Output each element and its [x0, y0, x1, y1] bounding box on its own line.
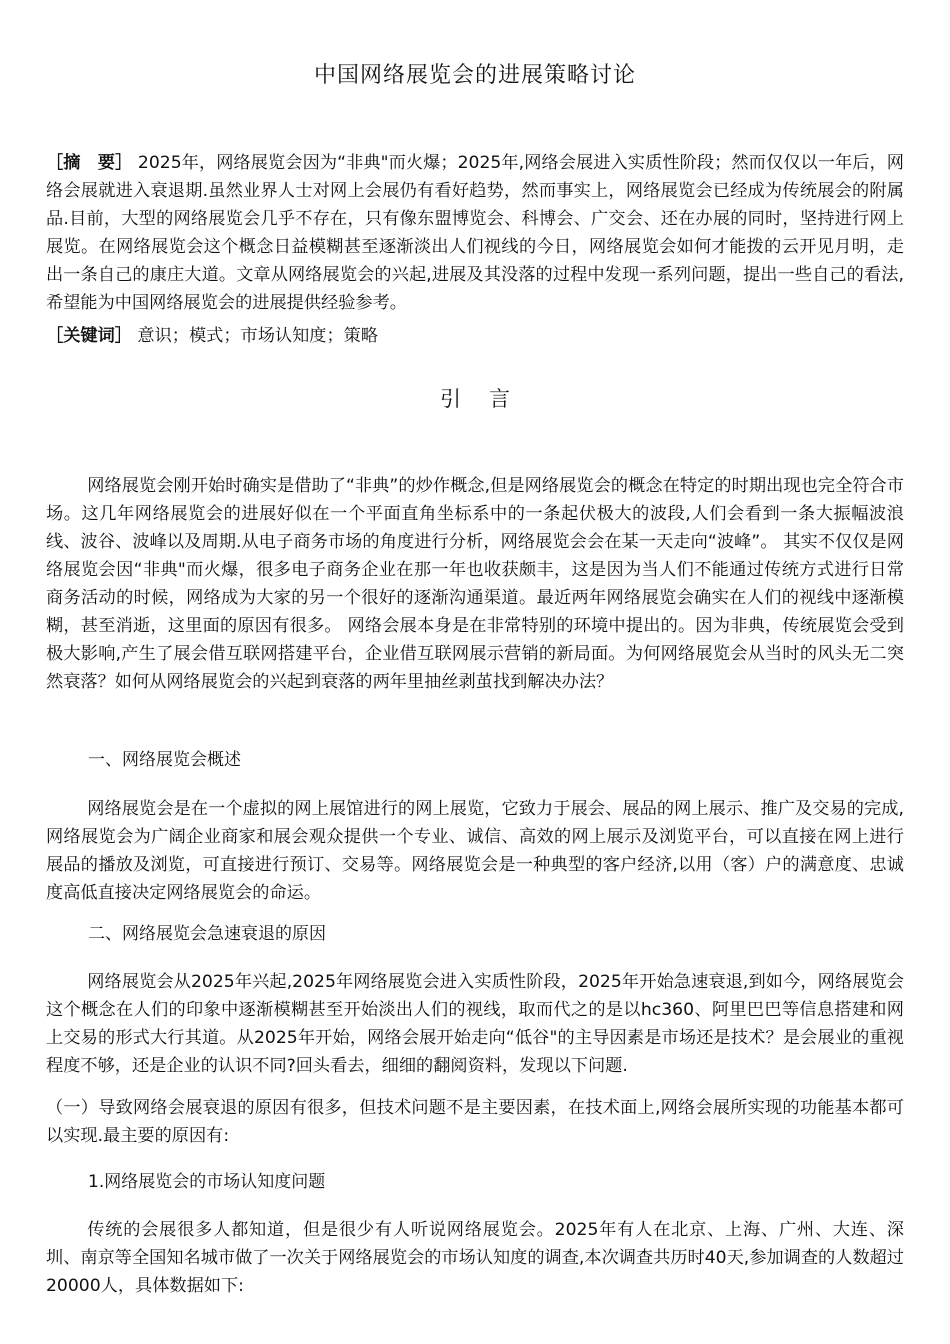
section2-paragraph: 网络展览会从2025年兴起,2025年网络展览会进入实质性阶段，2025年开始急速衰退,到如今，网络展览会这个概念在人们的印象中逐渐模糊甚至开始淡出人们的视线，取而代之的是以hc360、阿里巴巴等信息搭建和网上交易的形式大行其道。从2025年开始，网络会展开始走向“低谷"的主导因素是市场还是技术？是会展业的重视程度不够，还是企业的认识不同?回头看去，细细的翻阅资料，发现以下问题.: [46, 972, 904, 1076]
document-title: 中国网络展览会的进展策略讨论: [313, 63, 636, 88]
abstract-paragraph: [46, 149, 904, 317]
section1-paragraph: 网络展览会是在一个虚拟的网上展馆进行的网上展览，它致力于展会、展品的网上展示、推广及交易的完成,网络展览会为广阔企业商家和展会观众提供一个专业、诚信、高效的网上展示及浏览平台，可以直接在网上进行展品的播放及浏览，可直接进行预订、交易等。网络展览会是一种典型的客户经济,以用（客）户的满意度、忠诚度高低直接决定网络展览会的命运。: [46, 799, 904, 903]
keywords-text: 意识；模式；市场认知度；策略: [137, 326, 379, 346]
abstract-label: ［摘 要］: [46, 153, 133, 173]
keywords-line: [46, 322, 904, 350]
section2-heading: 二、网络展览会急速衰退的原因: [88, 924, 326, 944]
keywords-label: ［关键词］: [46, 326, 132, 346]
point1-heading: 1.网络展览会的市场认知度问题: [88, 1172, 326, 1192]
abstract-text: 2025年，网络展览会因为“非典"而火爆；2025年,网络会展进入实质性阶段；然而仅仅以一年后，网络会展就进入衰退期.虽然业界人士对网上会展仍有看好趋势，然而事实上，网络展览会已经成为传统展会的附属品.目前，大型的网络展览会几乎不存在，只有像东盟博览会、科博会、广交会、还在办展的同时，坚持进行网上展览。在网络展览会这个概念日益模糊甚至逐渐淡出人们视线的今日，网络展览会如何才能拨的云开见月明，走出一条自己的康庄大道。文章从网络展览会的兴起,进展及其没落的过程中发现一系列问题，提出一些自己的看法,希望能为中国网络展览会的进展提供经验参考。: [46, 153, 904, 313]
intro-heading: 引言: [440, 387, 538, 411]
section1-heading: 一、网络展览会概述: [88, 750, 241, 770]
point1-paragraph: 传统的会展很多人都知道，但是很少有人听说网络展览会。2025年有人在北京、上海、广州、大连、深圳、南京等全国知名城市做了一次关于网络展览会的市场认知度的调查,本次调查共历时40天,参加调查的人数超过20000人，具体数据如下:: [46, 1220, 904, 1296]
intro-paragraph: 网络展览会刚开始时确实是借助了“非典”的炒作概念,但是网络展览会的概念在特定的时期出现也完全符合市场。这几年网络展览会的进展好似在一个平面直角坐标系中的一条起伏极大的波段,人们会看到一条大振幅波浪线、波谷、波峰以及周期.从电子商务市场的角度进行分析，网络展览会会在某一天走向“波峰”。 其实不仅仅是网络展览会因“非典"而火爆，很多电子商务企业在那一年也收获颇丰，这是因为当人们不能通过传统方式进行日常商务活动的时候，网络成为大家的另一个很好的逐渐沟通渠道。最近两年网络展览会确实在人们的视线中逐渐模糊，甚至消逝，这里面的原因有很多。 网络会展本身是在非常特别的环境中提出的。因为非典，传统展览会受到极大影响,产生了展会借互联网搭建平台，企业借互联网展示营销的新局面。为何网络展览会从当时的风头无二突然衰落？如何从网络展览会的兴起到衰落的两年里抽丝剥茧找到解决办法？: [46, 476, 904, 692]
section2-sub1: （一）导致网络会展衰退的原因有很多，但技术问题不是主要因素，在技术面上,网络会展所实现的功能基本都可以实现.最主要的原因有:: [46, 1098, 904, 1146]
